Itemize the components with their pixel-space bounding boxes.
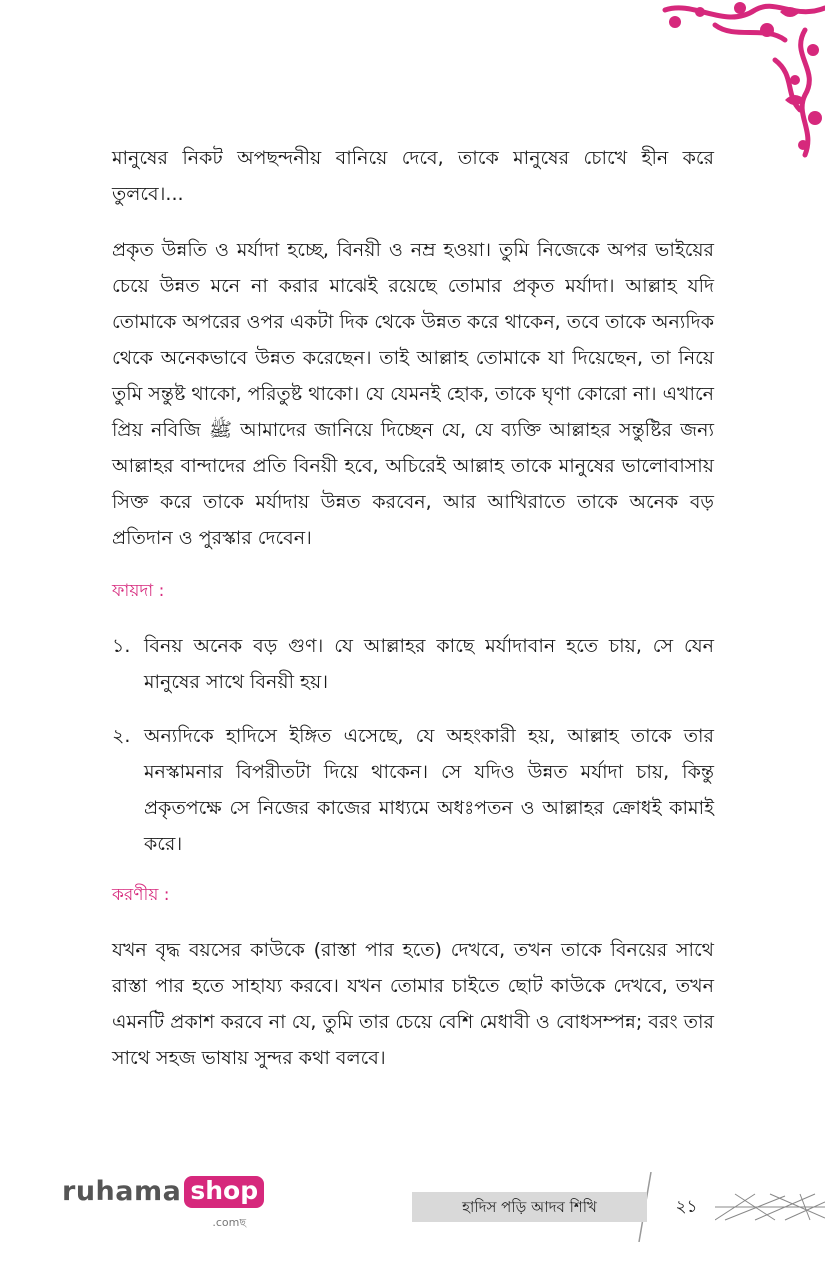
logo-shop-badge bbox=[184, 1176, 264, 1229]
logo-shop-text: shop bbox=[190, 1176, 259, 1205]
list-item bbox=[112, 718, 714, 862]
section-heading-benefit: ফায়দা : bbox=[112, 581, 165, 601]
logo-ruhama-text: ruhama bbox=[62, 1176, 182, 1207]
page-number: ২১ bbox=[675, 1197, 698, 1217]
list-text: বিনয় অনেক বড় গুণ। যে আল্লাহর কাছে মর্যাদাবান হতে চায়, সে যেন মানুষের সাথে বিনয়ী হয়। bbox=[144, 635, 714, 693]
logo-com-text: .comছ bbox=[212, 1216, 246, 1229]
floral-ornament-icon bbox=[655, 0, 825, 160]
section-heading-todo: করণীয় : bbox=[112, 885, 170, 905]
decorative-lines-icon bbox=[715, 1192, 825, 1222]
list-number: ২. bbox=[112, 725, 131, 747]
paragraph: যখন বৃদ্ধ বয়সের কাউকে (রাস্তা পার হতে) দেখবে, তখন তাকে বিনয়ের সাথে রাস্তা পার হতে সাহায্য করবে। যখন তোমার চাইতে ছোট কাউকে দেখবে, তখন এমনটি প্রকাশ করবে না যে, তুমি তার চেয়ে বেশি মেধাবী ও বোধসম্পন্ন; বরং তার সাথে সহজ ভাষায় সুন্দর কথা বলবে। bbox=[112, 939, 714, 1069]
page-body bbox=[112, 140, 714, 1096]
paragraph: মানুষের নিকট অপছন্দনীয় বানিয়ে দেবে, তাকে মানুষের চোখে হীন করে তুলবে।... bbox=[112, 147, 714, 205]
list-number: ১. bbox=[112, 635, 131, 657]
footer-bar bbox=[412, 1192, 825, 1222]
paragraph: প্রকৃত উন্নতি ও মর্যাদা হচ্ছে, বিনয়ী ও নম্র হওয়া। তুমি নিজেকে অপর ভাইয়ের চেয়ে উন্নত মনে না করার মাঝেই রয়েছে তোমার প্রকৃত মর্যাদা। আল্লাহ যদি তোমাকে অপরের ওপর একটা দিক থেকে উন্নত করে থাকেন, তবে তাকে অন্যদিক থেকে অনেকভাবে উন্নত করেছেন। তাই আল্লাহ তোমাকে যা দিয়েছেন, তা নিয়ে তুমি সন্তুষ্ট থাকো, পরিতুষ্ট থাকো। যে যেমনই হোক, তাকে ঘৃণা কোরো না। এখানে প্রিয় নবিজি ﷺ আমাদের জানিয়ে দিচ্ছেন যে, যে ব্যক্তি আল্লাহর সন্তুষ্টির জন্য আল্লাহর বান্দাদের প্রতি বিনয়ী হবে, অচিরেই আল্লাহ তাকে মানুষের ভালোবাসায় সিক্ত করে তাকে মর্যাদায় উন্নত করবেন, আর আখিরাতে তাকে অনেক বড় প্রতিদান ও পুরস্কার দেবেন। bbox=[112, 239, 714, 549]
publisher-logo bbox=[62, 1176, 264, 1229]
list-item bbox=[112, 628, 714, 700]
book-title: হাদিস পড়ি আদব শিখি bbox=[412, 1192, 647, 1222]
benefit-list bbox=[112, 628, 714, 862]
list-text: অন্যদিকে হাদিসে ইঙ্গিত এসেছে, যে অহংকারী হয়, আল্লাহ তাকে তার মনস্কামনার বিপরীতটা দিয়ে থাকেন। সে যদিও উন্নত মর্যাদা চায়, কিন্তু প্রকৃতপক্ষে সে নিজের কাজের মাধ্যমে অধঃপতন ও আল্লাহর ক্রোধই কামাই করে। bbox=[144, 725, 714, 855]
